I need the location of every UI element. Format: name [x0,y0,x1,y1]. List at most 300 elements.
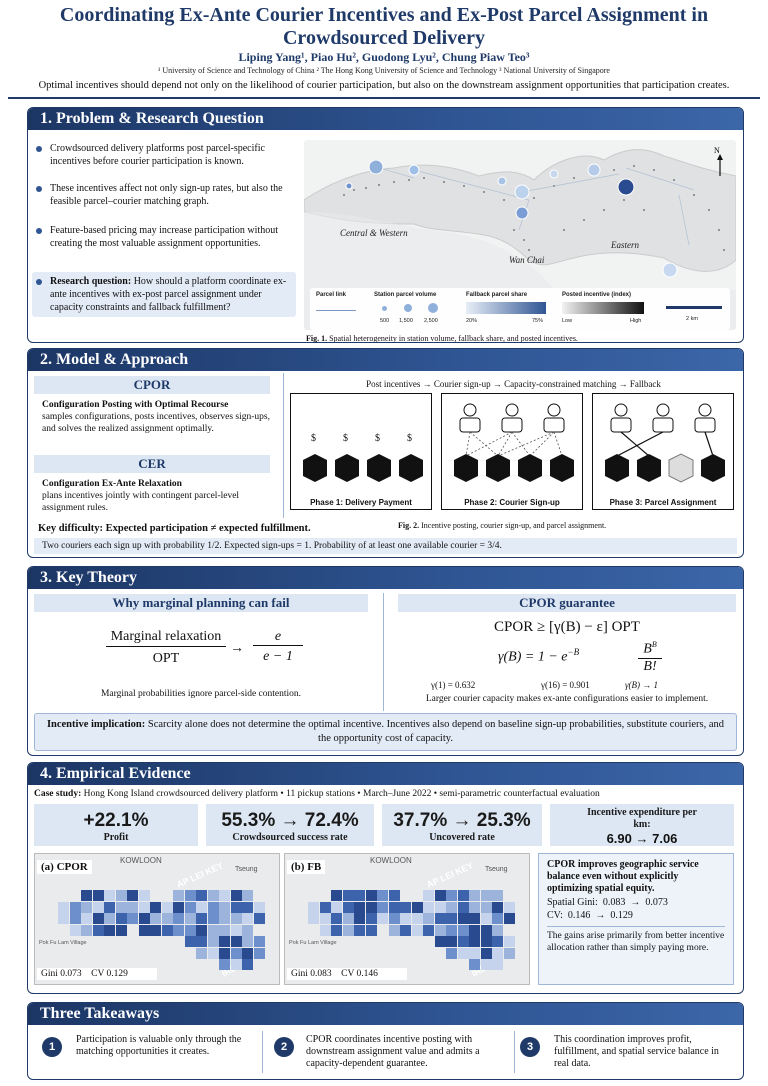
grid-cell [331,902,342,913]
volume-marker-medium [404,304,412,312]
cer-description [42,478,272,514]
stat-label: Profit [103,832,129,843]
map-b-stats: Gini 0.083 CV 0.146 [287,968,407,980]
grid-cell [196,902,207,913]
map-place: Pok Fu Lam Village [289,940,337,946]
grid-cell [219,902,230,913]
grid-cell [231,936,242,947]
grid-cell [389,902,400,913]
grid-cell [423,902,434,913]
grid-cell [173,890,184,901]
label-wan-chai: Wan Chai [509,255,545,265]
ratio-numerator: Marginal relaxation [106,629,226,647]
grid-cell [504,902,515,913]
bullet-text: These incentives affect not only sign-up rates, but also the feasible parcel–courier matching graph. [50,183,283,207]
grid-cell [81,913,92,924]
research-question [32,272,296,317]
stat-value: 6.90 → 7.06 [606,831,678,846]
grid-cell [196,890,207,901]
map-place: Pok Fu Lam Village [39,940,87,946]
volume-marker-large [428,303,438,313]
grid-cell [219,959,230,970]
gini-change: Spatial Gini: 0.083 → 0.073 [547,897,668,908]
gamma-lhs: γ(B) = 1 − e [498,649,568,665]
grid-cell [242,936,253,947]
parcel-link-line [316,310,356,311]
grid-cell [104,890,115,901]
grid-cell [492,959,503,970]
bullet-item [36,224,296,250]
grid-cell [481,925,492,936]
bullet-text: Crowdsourced delivery platforms post parcel-specific incentives before courier participation is known. [50,143,265,167]
bullet-text: Feature-based pricing may increase participation without creating the most valuable assignment opportunities. [50,225,278,249]
grid-cell [389,913,400,924]
gamma-formula [498,647,579,666]
grid-cell [127,890,138,901]
grid-cell [208,913,219,924]
ratio-denominator: OPT [152,651,180,666]
stat-value: +22.1% [83,810,149,831]
grid-cell [320,902,331,913]
grid-cell [377,890,388,901]
fallback-gradient [466,302,546,314]
capacity-note: Larger courier capacity makes ex-ante configurations easier to implement. [425,694,709,704]
marginal-note: Marginal probabilities ignore parcel-side contention. [100,689,302,699]
grid-cell [343,925,354,936]
grid-cell [366,902,377,913]
map-legend [310,288,730,330]
grid-cell [435,890,446,901]
bullet-item [36,142,296,168]
grid-cell [104,925,115,936]
gamma-num: B [643,641,652,657]
cpor-text: samples configurations, posts incentives, observes sign-ups, and solves the realized assignment optimally. [42,412,270,434]
grid-cell [58,913,69,924]
grid-cell [320,913,331,924]
grid-cell [446,925,457,936]
grid-cell [366,890,377,901]
grid-cell [173,925,184,936]
section-model [27,348,744,558]
caption-text: Spatial heterogeneity in station volume, fallback share, and posted incentives. [327,334,578,343]
marginal-ratio [106,629,226,667]
map-cpor [34,853,280,985]
legend-fallback: Fallback parcel share [466,292,528,298]
gamma-1: γ(1) = 0.632 [431,680,476,690]
grid-cell [81,925,92,936]
takeaway-divider [262,1031,263,1073]
phase-2-diagram [442,394,584,494]
grid-cell [139,902,150,913]
grid-cell [231,925,242,936]
grid-cell [458,890,469,901]
section-theory [27,566,744,756]
grid-cell [504,948,515,959]
takeaway-text: CPOR coordinates incentive posting with downstream assignment value and admits a capacity-dependent guarantee. [306,1034,480,1069]
cpor-guarantee-heading: CPOR guarantee [398,594,736,612]
bullet-item [36,182,296,208]
gamma-den: B! [643,658,657,674]
grid-cell [208,936,219,947]
grid-cell [320,925,331,936]
bullet-dot [36,146,42,152]
grid-cell [481,948,492,959]
column-divider [383,593,384,711]
grid-cell [458,913,469,924]
gamma-num-exp: B [651,640,657,649]
process-flow: Post incentives → Courier sign-up → Capacity-constrained matching → Fallback [366,379,661,389]
grid-cell [377,913,388,924]
case-label: Case study: [34,789,82,799]
grid-cell [481,913,492,924]
map-place: Tseung [235,866,258,873]
stat-profit [34,804,198,846]
case-text: Hong Kong Island crowdsourced delivery platform • 11 pickup stations • March–June 2022 • semi-parametric counterfactual evaluation [81,789,600,799]
grid-cell [254,936,265,947]
affiliations: ¹ University of Science and Technology of China ² The Hong Kong University of Science and Technology ³ National University of Singapore [158,66,610,75]
grid-cell [504,936,515,947]
grid-cell [354,913,365,924]
example-note: Two couriers each sign up with probability 1/2. Expected sign-ups = 1. Probability of at least one available courier = 3/4. [34,538,737,554]
stat-success-rate [206,804,374,846]
grid-cell [162,913,173,924]
cer-text: plans incentives jointly with contingent parcel-level assignment rules. [42,491,240,513]
grid-cell [162,902,173,913]
phase-1-diagram [291,394,433,494]
section-heading: 4. Empirical Evidence [28,763,743,785]
grid-cell [173,913,184,924]
label-eastern: Eastern [611,240,639,250]
grid-cell [481,890,492,901]
cpor-heading: CPOR [34,376,270,394]
grid-cell [446,913,457,924]
grid-cell [492,913,503,924]
grid-cell [343,913,354,924]
grid-cell [185,902,196,913]
grid-cell [219,925,230,936]
grid-cell [308,913,319,924]
cv-change: CV: 0.146 → 0.129 [547,910,633,921]
phase-1-panel [290,393,432,510]
grid-cell [231,948,242,959]
grid-cell [242,890,253,901]
grid-cell [469,959,480,970]
grid-cell [139,913,150,924]
bullet-dot [36,186,42,192]
grid-cell [446,902,457,913]
map-a-stats: Gini 0.073 CV 0.129 [37,968,157,980]
incentive-high: High [630,318,642,324]
rq-label: Research question: [50,276,132,287]
grid-cell [139,925,150,936]
limit-value [253,629,303,665]
grid-cell [354,890,365,901]
bullet-dot [36,228,42,234]
spatial-equity-panel [538,853,734,985]
grid-cell [458,902,469,913]
rq-text: How should a platform coordinate ex-ante incentives with ex-post parcel assignment under capacity constraints and fallback fulfillment? [50,276,287,313]
gamma-limit: γ(B) → 1 [625,680,659,690]
section-heading: 1. Problem & Research Question [28,108,743,130]
cpor-subtitle: Configuration Posting with Optimal Recourse [42,400,229,410]
grid-cell [331,913,342,924]
grid-cell [377,902,388,913]
label-central-western: Central & Western [340,228,408,238]
legend-station-volume: Station parcel volume [374,292,437,298]
grid-cell [219,948,230,959]
north-label: N [714,146,720,155]
grid-cell [116,925,127,936]
section-empirical [27,762,744,994]
map-a-label: (a) CPOR [37,860,92,874]
map-road: AP LEI KEY [175,860,225,890]
grid-cell [150,913,161,924]
vol-value: 2,500 [424,318,438,324]
grid-cell [242,902,253,913]
section-takeaways [27,1002,744,1080]
map-place: KOWLOON [120,856,162,865]
vol-value: 500 [380,318,390,324]
phase-2-label: Phase 2: Courier Sign-up [464,498,560,507]
header-divider [8,97,760,99]
limit-denominator: e − 1 [263,649,293,664]
stat-value: 37.7% → 25.3% [393,810,531,831]
grid-cell [70,913,81,924]
tagline: Optimal incentives should depend not only on the likelihood of courier participation, but also on the downstream assignment opportunities that participation creates. [38,80,730,91]
takeaway-number: 2 [274,1037,294,1057]
dollar-icon: $ [407,433,412,444]
grid-cell [139,890,150,901]
grid-cell [196,936,207,947]
grid-cell [469,890,480,901]
grid-cell [435,902,446,913]
column-divider [283,373,284,518]
grid-cell [458,925,469,936]
map-place: KOWLOON [370,856,412,865]
grid-cell [331,925,342,936]
dollar-icon: $ [375,433,380,444]
grid-cell [446,936,457,947]
case-study [34,788,734,800]
grid-cell [150,902,161,913]
legend-incentive: Posted incentive (index) [562,292,632,298]
grid-cell [150,925,161,936]
cpor-description [42,399,272,435]
grid-cell [231,913,242,924]
grid-cell [254,948,265,959]
grid-cell [185,925,196,936]
grid-cell [435,913,446,924]
grid-cell [70,925,81,936]
section-heading: 3. Key Theory [28,567,743,589]
figure-2-caption [398,521,606,530]
grid-cell [458,936,469,947]
grid-cell [435,925,446,936]
grid-cell [308,902,319,913]
phase-3-diagram [593,394,735,494]
grid-cell [254,902,265,913]
grid-cell [162,925,173,936]
grid-cell [208,925,219,936]
grid-cell [242,959,253,970]
grid-cell [504,913,515,924]
grid-cell [481,936,492,947]
phase-1-label: Phase 1: Delivery Payment [310,498,412,507]
grid-cell [127,913,138,924]
volume-marker-small [382,306,387,311]
grid-cell [116,902,127,913]
grid-cell [400,925,411,936]
grid-cell [400,902,411,913]
grid-cell [492,890,503,901]
legend-parcel-link: Parcel link [316,292,347,298]
scale-label: 2 km [686,316,698,322]
grid-cell [423,925,434,936]
fallback-low: 20% [466,318,478,324]
grid-cell [185,936,196,947]
grid-cell [446,948,457,959]
grid-cell [116,890,127,901]
grid-cell [104,902,115,913]
grid-cell [412,913,423,924]
equity-note: The gains arise primarily from better incentive allocation rather than simply paying more. [547,926,725,954]
grid-cell [116,913,127,924]
phase-3-label: Phase 3: Parcel Assignment [609,498,717,507]
equity-heading: CPOR improves geographic service balance even without explicitly optimizing spatial equity. [547,859,699,894]
grid-cell [196,925,207,936]
grid-cell [331,890,342,901]
gamma-exponent: −B [567,647,580,657]
grid-cell [343,902,354,913]
grid-cell [70,902,81,913]
grid-cell [343,890,354,901]
takeaway-number: 1 [42,1037,62,1057]
grid-cell [481,902,492,913]
vol-value: 1,500 [399,318,413,324]
grid-cell [354,902,365,913]
grid-cell [231,902,242,913]
grid-cell [423,913,434,924]
grid-cell [354,925,365,936]
stat-label: Uncovered rate [429,832,495,843]
grid-cell [196,948,207,959]
grid-cell [492,925,503,936]
incentive-implication [34,713,737,751]
grid-cell [231,890,242,901]
takeaway-divider [514,1031,515,1073]
poster-title: Coordinating Ex-Ante Courier Incentives and Ex-Post Parcel Assignment in Crowdsourced Delivery [59,4,709,49]
grid-cell [93,913,104,924]
grid-cell [58,902,69,913]
map-road: AP LEI KEY [425,860,475,890]
stat-uncovered-rate [382,804,542,846]
grid-cell [185,913,196,924]
phase-3-panel [592,393,734,510]
figure-1-caption [306,334,578,343]
grid-cell [242,925,253,936]
section-heading: Three Takeaways [28,1003,743,1025]
grid-cell [389,890,400,901]
takeaway-number: 3 [520,1037,540,1057]
grid-cell [173,902,184,913]
marginal-heading: Why marginal planning can fail [34,594,368,612]
grid-cell [481,959,492,970]
grid-cell [435,936,446,947]
grid-cell [208,948,219,959]
grid-cell [469,902,480,913]
grid-cell [469,948,480,959]
grid-cell [242,948,253,959]
key-difficulty: Key difficulty: Expected participation ≠ expected fulfillment. [38,523,311,534]
grid-cell [423,890,434,901]
section-heading: 2. Model & Approach [28,349,743,371]
grid-cell [196,913,207,924]
grid-cell [412,902,423,913]
stat-value: 55.3% → 72.4% [221,810,359,831]
grid-cell [219,913,230,924]
grid-cell [389,925,400,936]
grid-cell [208,902,219,913]
section-problem [27,107,744,343]
incentive-gradient [562,302,644,314]
limit-arrow: → [230,641,244,656]
grid-cell [254,913,265,924]
grid-cell [81,902,92,913]
caption-text: Incentive posting, courier sign-up, and parcel assignment. [419,521,607,530]
cer-subtitle: Configuration Ex-Ante Relaxation [42,479,182,489]
grid-cell [127,902,138,913]
implication-label: Incentive implication: [46,719,146,730]
implication-text: Scarcity alone does not determine the optimal incentive. Incentives also depend on baseline sign-up probabilities, substitute couriers, and the opportunity cost of capacity. [145,719,725,744]
phase-2-panel [441,393,583,510]
grid-cell [400,913,411,924]
fallback-high: 75% [532,318,544,324]
grid-cell [208,890,219,901]
grid-cell [185,890,196,901]
stat-expenditure [550,804,734,846]
grid-cell [219,890,230,901]
grid-cell [93,890,104,901]
grid-cell [231,959,242,970]
gamma-16: γ(16) = 0.901 [541,680,590,690]
grid-cell [412,925,423,936]
grid-cell [93,925,104,936]
grid-cell [492,948,503,959]
grid-cell [446,890,457,901]
grid-cell [104,913,115,924]
gamma-fraction [638,640,662,675]
grid-cell [242,913,253,924]
map-place: Tseung [485,866,508,873]
grid-cell [469,913,480,924]
grid-cell [366,913,377,924]
grid-cell [469,925,480,936]
map-b-label: (b) FB [287,860,325,874]
guarantee-formula: CPOR ≥ [γ(B) − ε] OPT [494,619,640,635]
caption-label: Fig. 1. [306,334,328,343]
grid-cell [458,948,469,959]
cer-heading: CER [34,455,270,473]
grid-cell [81,890,92,901]
grid-cell [492,902,503,913]
limit-numerator: e [253,629,303,646]
bullet-dot [36,279,42,285]
grid-cell [219,936,230,947]
takeaway-text: This coordination improves profit, fulfillment, and spatial service balance in real data. [554,1034,719,1069]
dollar-icon: $ [343,433,348,444]
map-fb [284,853,530,985]
dollar-icon: $ [311,433,316,444]
